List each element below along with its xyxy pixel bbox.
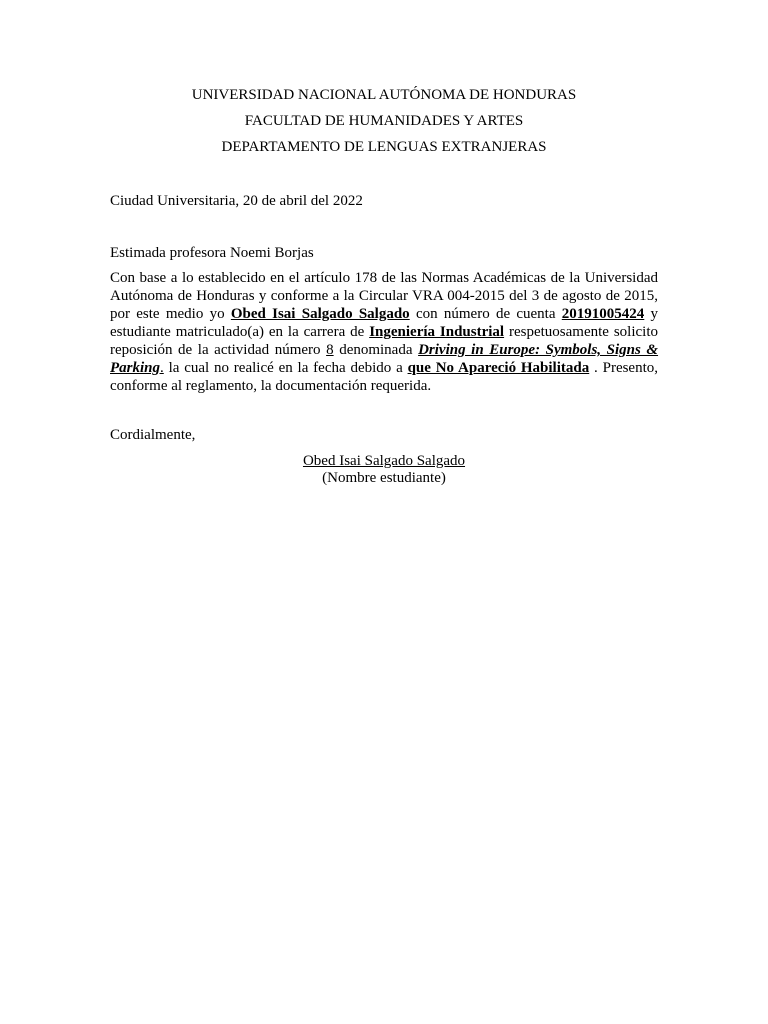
university-name: UNIVERSIDAD NACIONAL AUTÓNOMA DE HONDURAS [191, 87, 577, 103]
closing: Cordialmente, [110, 427, 196, 443]
body-line-3 [110, 305, 658, 323]
body-text: por este medio yo [110, 306, 225, 322]
body-text: reposición de la actividad número [110, 342, 321, 358]
place-date: Ciudad Universitaria, 20 de abril del 2022 [110, 193, 363, 209]
activity-number: 8 [326, 342, 334, 358]
signature-role: (Nombre estudiante) [322, 470, 446, 486]
signature-name: Obed Isai Salgado Salgado [302, 453, 466, 469]
body-line-1: Con base a lo establecido en el artículo 178 de las Normas Académicas de la Universidad [110, 270, 658, 286]
body-line-4 [110, 323, 658, 341]
faculty-name: FACULTAD DE HUMANIDADES Y ARTES [244, 113, 524, 129]
account-number: 20191005424 [561, 306, 645, 322]
body-line-6 [110, 359, 658, 377]
body-line-2: Autónoma de Honduras y conforme a la Circular VRA 004-2015 del 3 de agosto de 2015, [110, 288, 658, 304]
activity-name: Driving in Europe: Symbols, Signs & [418, 342, 659, 358]
body-text: con número de cuenta [415, 306, 556, 322]
student-name: Obed Isai Salgado Salgado [230, 306, 410, 322]
letter-body [110, 269, 658, 395]
body-text: denominada [339, 342, 413, 358]
body-line-7: conforme al reglamento, la documentación requerida. [110, 378, 432, 394]
reason: que No Apareció Habilitada [407, 360, 590, 376]
salutation: Estimada profesora Noemi Borjas [110, 245, 314, 261]
body-text: estudiante matriculado(a) en la carrera de [110, 324, 365, 340]
body-text: . Presento, [594, 360, 659, 376]
activity-name-continued: Parking [110, 360, 161, 376]
department-name: DEPARTAMENTO DE LENGUAS EXTRANJERAS [221, 139, 547, 155]
body-text: . [160, 360, 164, 376]
body-text: respetuosamente solicito [508, 324, 658, 340]
body-line-5 [110, 341, 658, 359]
body-text: y [650, 306, 659, 322]
career-name: Ingeniería Industrial [369, 324, 505, 340]
body-text: la cual no realicé en la fecha debido a [168, 360, 403, 376]
